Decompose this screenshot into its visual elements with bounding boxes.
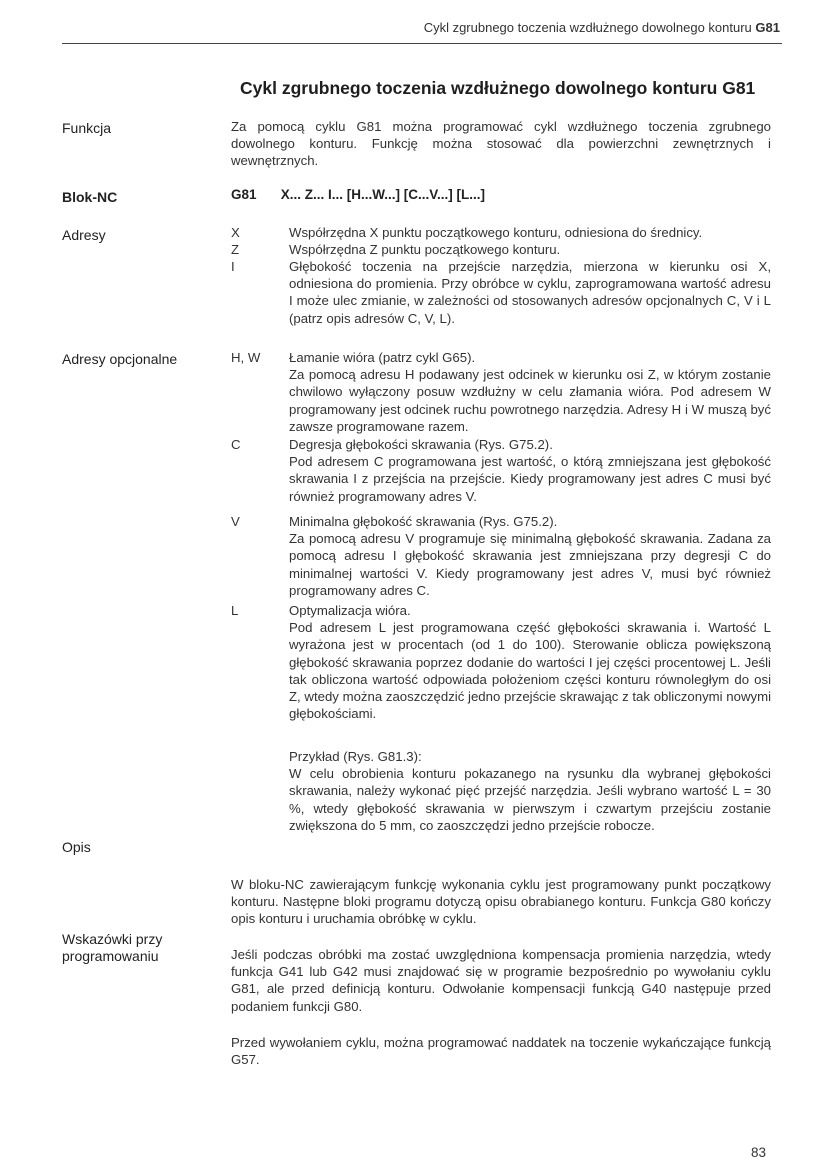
address-code: X	[231, 225, 240, 240]
nc-block-function: G81	[231, 187, 257, 202]
optional-address-text: Za pomocą adresu H podawany jest odcinek w kierunku osi Z, w którym zostanie chwilowo wyłączony posuw wzdłużny w celu złamania wióra. Pod adresem W programowany jest odcinek ruchu powrotnego narzędzia. Adresy H i W muszą być zawsze programowane razem.	[289, 367, 771, 434]
optional-address-text: Za pomocą adresu V programuje się minimalną głębokość skrawania. Zadana za pomocą adresu I głębokość skrawania jest zmniejszana przy degresji C do minimalnej wartości V. Kiedy programowany jest adres V, musi być również programowany adres C.	[289, 531, 771, 598]
optional-address-code: L	[231, 603, 239, 618]
hint-paragraph: Jeśli podczas obróbki ma zostać uwzględniona kompensacja promienia narzędzia, wtedy funkcja G41 lub G42 musi znajdować się w programie bezpośrednio po wywołaniu cyklu G81, ale przed definicją konturu. Odwołanie kompensacji funkcją G40 następuje przed podaniem funkcji G80.	[231, 947, 771, 1014]
label-adresy-opcjonalne: Adresy opcjonalne	[62, 351, 178, 367]
optional-address-desc	[289, 513, 771, 599]
page-number: 83	[750, 1145, 766, 1160]
label-wskazowki	[62, 931, 162, 965]
optional-address-desc	[289, 602, 771, 722]
running-header	[424, 20, 780, 35]
example-block	[289, 748, 771, 834]
hint-paragraph: Przed wywołaniem cyklu, można programować naddatek na toczenie wykańczające funkcją G57.	[231, 1035, 771, 1068]
optional-address-title: Optymalizacja wióra.	[289, 603, 411, 618]
label-opis: Opis	[62, 839, 91, 855]
example-title: Przykład (Rys. G81.3):	[289, 749, 422, 764]
label-wskazowki-line2: programowaniu	[62, 948, 159, 964]
label-adresy: Adresy	[62, 227, 106, 243]
optional-address-title: Minimalna głębokość skrawania (Rys. G75.2).	[289, 514, 558, 529]
address-desc: Głębokość toczenia na przejście narzędzia, mierzona w kierunku osi X, odniesiona do promienia. Przy obróbce w cyklu, zaprogramowana wartość adresu I może ulec zmianie, w zależności od stosowanych adresów opcjonalnych C, V i L (patrz opis adresów C, V, L).	[289, 259, 771, 326]
address-desc: Współrzędna X punktu początkowego konturu, odniesiona do średnicy.	[289, 225, 703, 240]
running-header-code: G81	[755, 20, 780, 35]
funkcja-paragraph: Za pomocą cyklu G81 można programować cykl wzdłużnego toczenia zgrubnego dowolnego konturu. Funkcję można stosować dla powierzchni zewnętrznych i wewnętrznych.	[231, 119, 771, 169]
optional-address-desc	[289, 436, 771, 505]
opis-paragraph: W bloku-NC zawierającym funkcję wykonania cyklu jest programowany punkt początkowy konturu. Następne bloki programu dotyczą opisu obrabianego konturu. Funkcja G80 kończy opis konturu i uruchamia obróbkę w cyklu.	[231, 877, 771, 927]
optional-address-code: V	[231, 514, 240, 529]
page-title: Cykl zgrubnego toczenia wzdłużnego dowolnego konturu G81	[240, 78, 756, 98]
nc-block-syntax: X... Z... I... [H...W...] [C...V...] [L...]	[280, 187, 486, 202]
nc-block	[231, 187, 485, 202]
optional-address-title: Degresja głębokości skrawania (Rys. G75.2).	[289, 437, 553, 452]
optional-address-code: H, W	[231, 350, 261, 365]
optional-address-desc	[289, 349, 771, 435]
running-header-title: Cykl zgrubnego toczenia wzdłużnego dowolnego konturu	[423, 20, 752, 35]
example-text: W celu obrobienia konturu pokazanego na rysunku dla wybranej głębokości skrawania, należy wykonać pięć przejść narzędzia. Jeśli wybrano wartość L = 30 %, wtedy głębokość skrawania w pierwszym i czwartym przejściu zostanie zwiększona do 5 mm, co zaoszczędzi jedno przejście robocze.	[289, 766, 771, 833]
label-blok-nc: Blok-NC	[62, 189, 118, 205]
address-desc: Współrzędna Z punktu początkowego konturu.	[289, 242, 561, 257]
label-wskazowki-line1: Wskazówki przy	[62, 931, 163, 947]
optional-address-text: Pod adresem C programowana jest wartość, o którą zmniejszana jest głębokość skrawania I z przejścia na przejście. Kiedy programowany jest adres C musi być również programowany adres V.	[289, 454, 771, 504]
optional-address-code: C	[231, 437, 241, 452]
optional-address-title: Łamanie wióra (patrz cykl G65).	[289, 350, 476, 365]
header-rule	[62, 43, 782, 44]
address-code: I	[231, 259, 235, 274]
optional-address-text: Pod adresem L jest programowana część głębokości skrawania i. Wartość L wyrażona jest w procentach (od 1 do 100). Sterowanie oblicza powiększoną głębokość skrawania poprzez dodanie do wartości I jej części procentowej L. Jeśli tak obliczona wartość odpowiada położeniom części konturu równoległym do osi Z, wtedy można zaoszczędzić jedno przejście skrawając z tak obliczonymi nowymi głębokościami.	[289, 620, 771, 722]
address-code: Z	[231, 242, 240, 257]
label-funkcja: Funkcja	[62, 120, 112, 136]
